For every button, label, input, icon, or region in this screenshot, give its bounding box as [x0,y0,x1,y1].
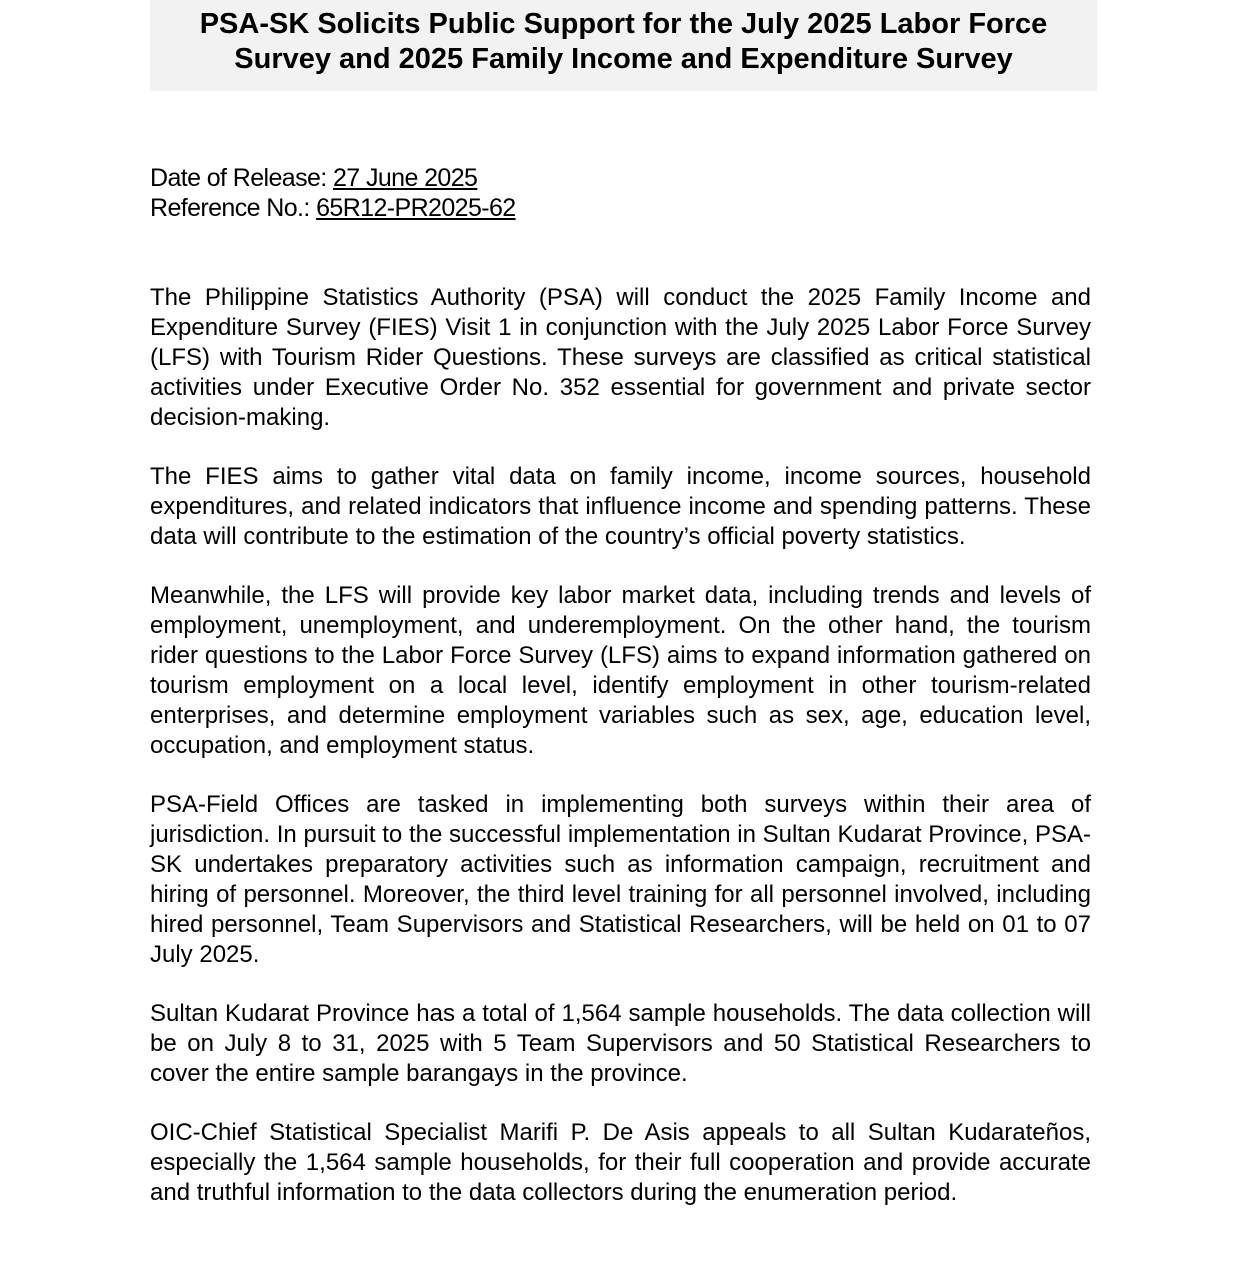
release-date-label: Date of Release: [150,164,327,192]
paragraph-sample-households: Sultan Kudarat Province has a total of 1,564 sample households. The data collection will be on July 8 to 31, 2025 with 5 Team Supervisors and 50 Statistical Researchers to cover the entire sample barangays in the province. [150,1000,1091,1087]
release-metadata [150,163,516,223]
release-date-row [150,163,516,193]
paragraph-fies: The FIES aims to gather vital data on family income, income sources, household expenditures, and related indicators that influence income and spending patterns. These data will contribute to the estimation of the country’s official poverty statistics. [150,463,1091,550]
title-banner [150,0,1097,91]
reference-number-row [150,193,516,223]
reference-number-value: 65R12-PR2025-62 [316,194,516,222]
paragraph-field-offices: PSA-Field Offices are tasked in implementing both surveys within their area of jurisdiction. In pursuit to the successful implementation in Sultan Kudarat Province, PSA-SK undertakes preparatory activities such as information campaign, recruitment and hiring of personnel. Moreover, the third level training for all personnel involved, including hired personnel, Team Supervisors and Statistical Researchers, will be held on 01 to 07 July 2025. [150,791,1091,968]
paragraph-appeal: OIC-Chief Statistical Specialist Marifi P. De Asis appeals to all Sultan Kudarateños, especially the 1,564 sample households, for their full cooperation and provide accurate and truthful information to the data collectors during the enumeration period. [150,1119,1091,1206]
paragraph-lfs: Meanwhile, the LFS will provide key labor market data, including trends and levels of employment, unemployment, and underemployment. On the other hand, the tourism rider questions to the Labor Force Survey (LFS) aims to expand information gathered on tourism employment on a local level, identify employment in other tourism-related enterprises, and determine employment variables such as sex, age, education level, occupation, and employment status. [150,582,1091,759]
page-title: PSA-SK Solicits Public Support for the July 2025 Labor Force Survey and 2025 Family Income and Expenditure Survey [199,8,1048,75]
body-text [150,283,1091,1237]
release-date-value: 27 June 2025 [332,164,478,192]
press-release-page [150,0,1097,1206]
paragraph-intro: The Philippine Statistics Authority (PSA) will conduct the 2025 Family Income and Expenditure Survey (FIES) Visit 1 in conjunction with the July 2025 Labor Force Survey (LFS) with Tourism Rider Questions. These surveys are classified as critical statistical activities under Executive Order No. 352 essential for government and private sector decision-making. [150,284,1091,431]
reference-number-label: Reference No.: [150,194,310,222]
